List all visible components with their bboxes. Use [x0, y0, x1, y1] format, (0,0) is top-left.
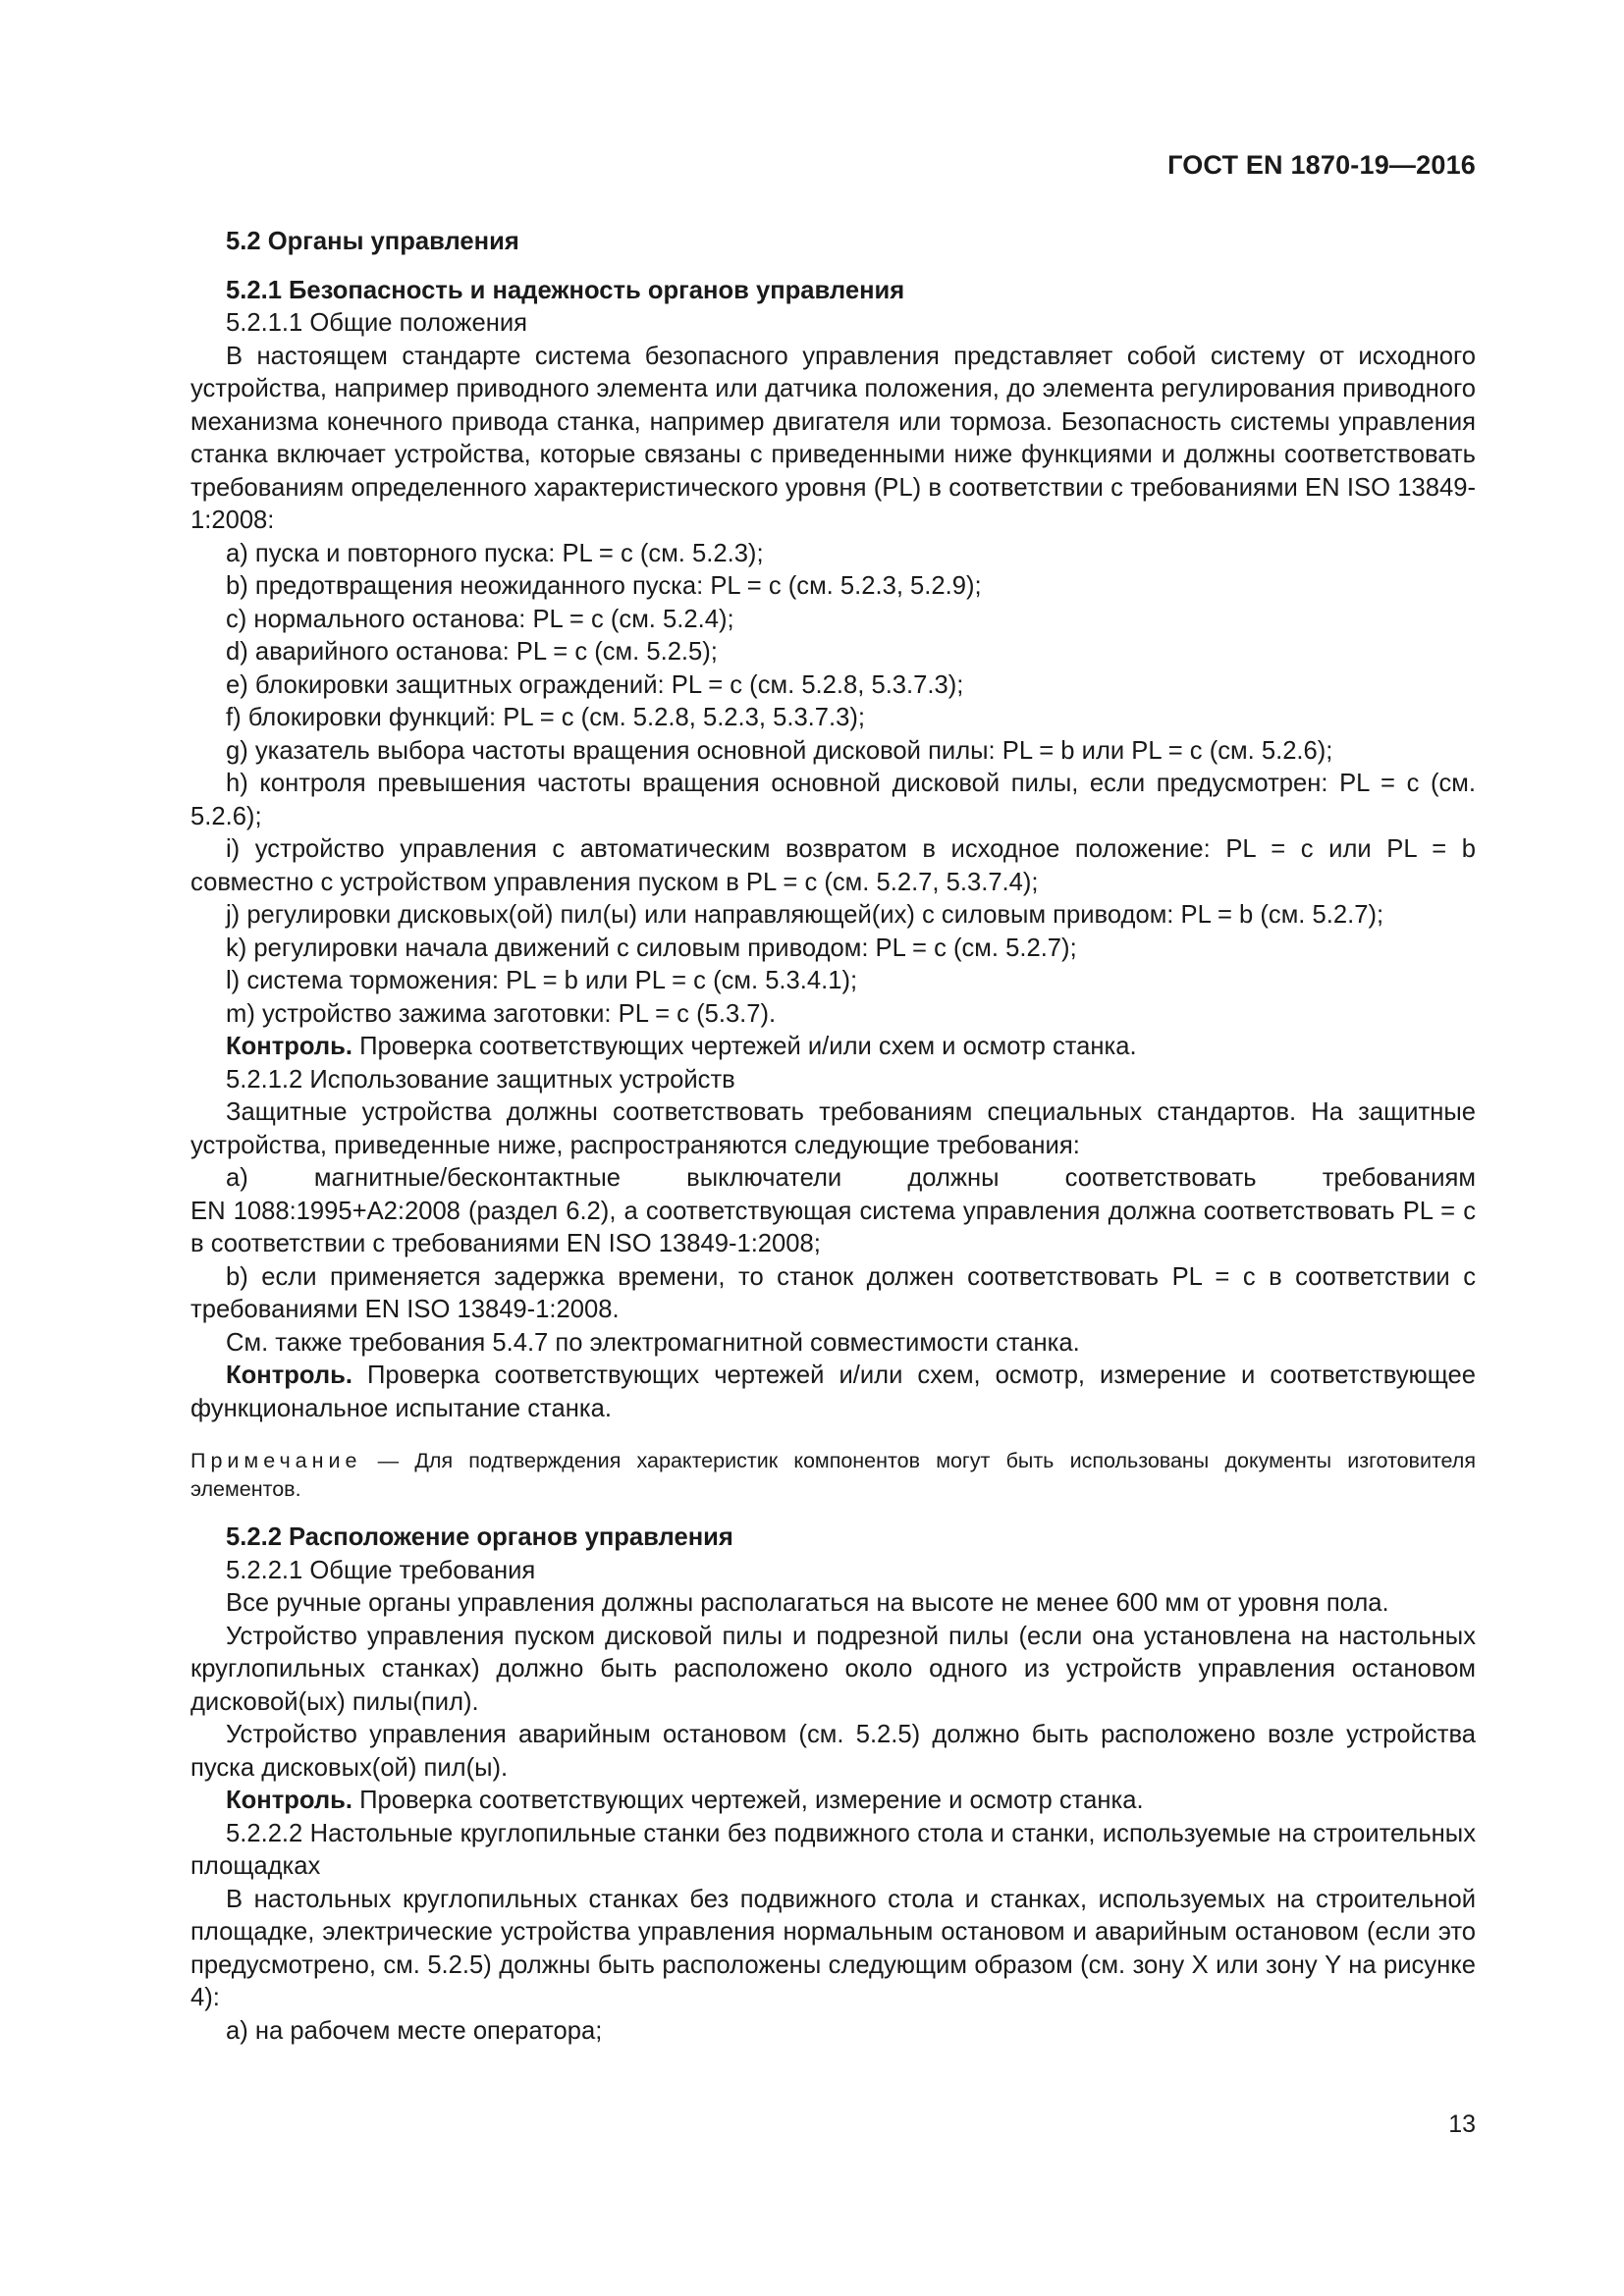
control-text: Проверка соответствующих чертежей и/или схем и осмотр станка.	[359, 1033, 1137, 1060]
list-item: a) пуска и повторного пуска: PL = c (см. 5.2.3);	[226, 539, 764, 567]
paragraph: Устройство управления пуском дисковой пилы и подрезной пилы (если она установлена на настольных круглопильных станках) должно быть расположено около одного из устройств управления остановом дисковой(ых) пилы(пил).	[190, 1622, 1476, 1716]
note-text: — Для подтверждения характеристик компонентов могут быть использованы документы изготовителя элементов.	[190, 1449, 1476, 1501]
control-text: Проверка соответствующих чертежей, измерение и осмотр станка.	[359, 1787, 1144, 1814]
see-also-paragraph: См. также требования 5.4.7 по электромагнитной совместимости станка.	[226, 1328, 1080, 1357]
guards-item-a-rest: EN 1088:1995+A2:2008 (раздел 6.2), а соответствующая система управления должна соответствовать PL = c в соответствии с требованиями EN ISO 13849-1:2008;	[190, 1197, 1476, 1257]
guards-intro-paragraph: Защитные устройства должны соответствовать требованиям специальных стандартов. На защитные устройства, приведенные ниже, распространяются следующие требования:	[190, 1098, 1476, 1159]
list-item: m) устройство зажима заготовки: PL = c (5.3.7).	[226, 999, 777, 1028]
paragraph: Устройство управления аварийным остановом (см. 5.2.5) должно быть расположено возле устройства пуска дисковых(ой) пил(ы).	[190, 1721, 1476, 1782]
paragraph: В настольных круглопильных станках без подвижного стола и станках, используемых на строительной площадке, электрические устройства управления нормальным остановом и аварийным остановом (если это предусмотрено, см. 5.2.5) должны быть расположены следующим образом (см. зону X или зону Y на рисунке 4):	[190, 1885, 1476, 2011]
guards-item-b: b) если применяется задержка времени, то станок должен соответствовать PL = c в соответствии с требованиями EN ISO 13849-1:2008.	[190, 1262, 1476, 1323]
section-5-2-1-1-title: 5.2.1.1 Общие положения	[226, 309, 527, 337]
list-item: a) на рабочем месте оператора;	[226, 2016, 603, 2045]
list-item: h) контроля превышения частоты вращения основной дисковой пилы, если предусмотрен: PL = c (см. 5.2.6);	[190, 770, 1476, 830]
list-item: i) устройство управления с автоматическим возвратом в исходное положение: PL = c или PL = b совместно с устройством управления пуском в PL = c (см. 5.2.7, 5.3.7.4);	[190, 835, 1476, 896]
page-content	[190, 226, 1476, 2048]
control-label: Контроль.	[226, 1787, 352, 1814]
list-item: l) система торможения: PL = b или PL = c (см. 5.3.4.1);	[226, 967, 858, 994]
section-5-2-title: 5.2 Органы управления	[226, 228, 519, 255]
guards-item-a-line1: a) магнитные/бесконтактные выключатели должны соответствовать требованиям	[226, 1164, 1476, 1192]
list-item: d) аварийного останова: PL = c (см. 5.2.5);	[226, 638, 718, 666]
list-item: b) предотвращения неожиданного пуска: PL = c (см. 5.2.3, 5.2.9);	[226, 572, 982, 600]
page-number: 13	[1448, 2110, 1476, 2138]
list-item: g) указатель выбора частоты вращения основной дисковой пилы: PL = b или PL = c (см. 5.2.6);	[226, 736, 1333, 765]
intro-paragraph: В настоящем стандарте система безопасного управления представляет собой систему от исходного устройства, например приводного элемента или датчика положения, до элемента регулирования приводного механизма конечного привода станка, например двигателя или тормоза. Безопасность системы управления станка включает устройства, которые связаны с приведенными ниже функциями и должны соответствовать требованиям определенного характеристического уровня (PL) в соответствии с требованиями EN ISO 13849-1:2008:	[190, 342, 1476, 534]
note-label: Примечание	[190, 1449, 362, 1472]
list-item: c) нормального останова: PL = c (см. 5.2.4);	[226, 605, 734, 633]
control-label: Контроль.	[226, 1362, 352, 1389]
list-item: e) блокировки защитных ограждений: PL = c (см. 5.2.8, 5.3.7.3);	[226, 670, 964, 699]
list-item: f) блокировки функций: PL = c (см. 5.2.8, 5.2.3, 5.3.7.3);	[226, 704, 866, 731]
paragraph: Все ручные органы управления должны располагаться на высоте не менее 600 мм от уровня пола.	[226, 1589, 1389, 1617]
section-5-2-2-title: 5.2.2 Расположение органов управления	[226, 1523, 733, 1551]
list-item: k) регулировки начала движений с силовым приводом: PL = c (см. 5.2.7);	[226, 934, 1077, 962]
note	[190, 1447, 1476, 1504]
section-5-2-1-title: 5.2.1 Безопасность и надежность органов управления	[226, 276, 905, 304]
control-paragraph-3	[190, 1785, 1476, 1818]
list-item: j) регулировки дисковых(ой) пил(ы) или направляющей(их) с силовым приводом: PL = b (см. 5.2.7);	[226, 901, 1384, 929]
section-5-2-2-2-title: 5.2.2.2 Настольные круглопильные станки без подвижного стола и станки, используемые на строительных площадках	[190, 1819, 1476, 1880]
control-paragraph-2	[190, 1360, 1476, 1425]
section-5-2-2-1-title: 5.2.2.1 Общие требования	[226, 1556, 536, 1584]
control-text: Проверка соответствующих чертежей и/или схем, осмотр, измерение и соответствующее функциональное испытание станка.	[190, 1362, 1476, 1422]
document-header: ГОСТ EN 1870-19—2016	[1167, 150, 1476, 180]
control-paragraph-1	[190, 1031, 1476, 1064]
control-label: Контроль.	[226, 1033, 352, 1060]
section-5-2-1-2-title: 5.2.1.2 Использование защитных устройств	[226, 1065, 735, 1094]
